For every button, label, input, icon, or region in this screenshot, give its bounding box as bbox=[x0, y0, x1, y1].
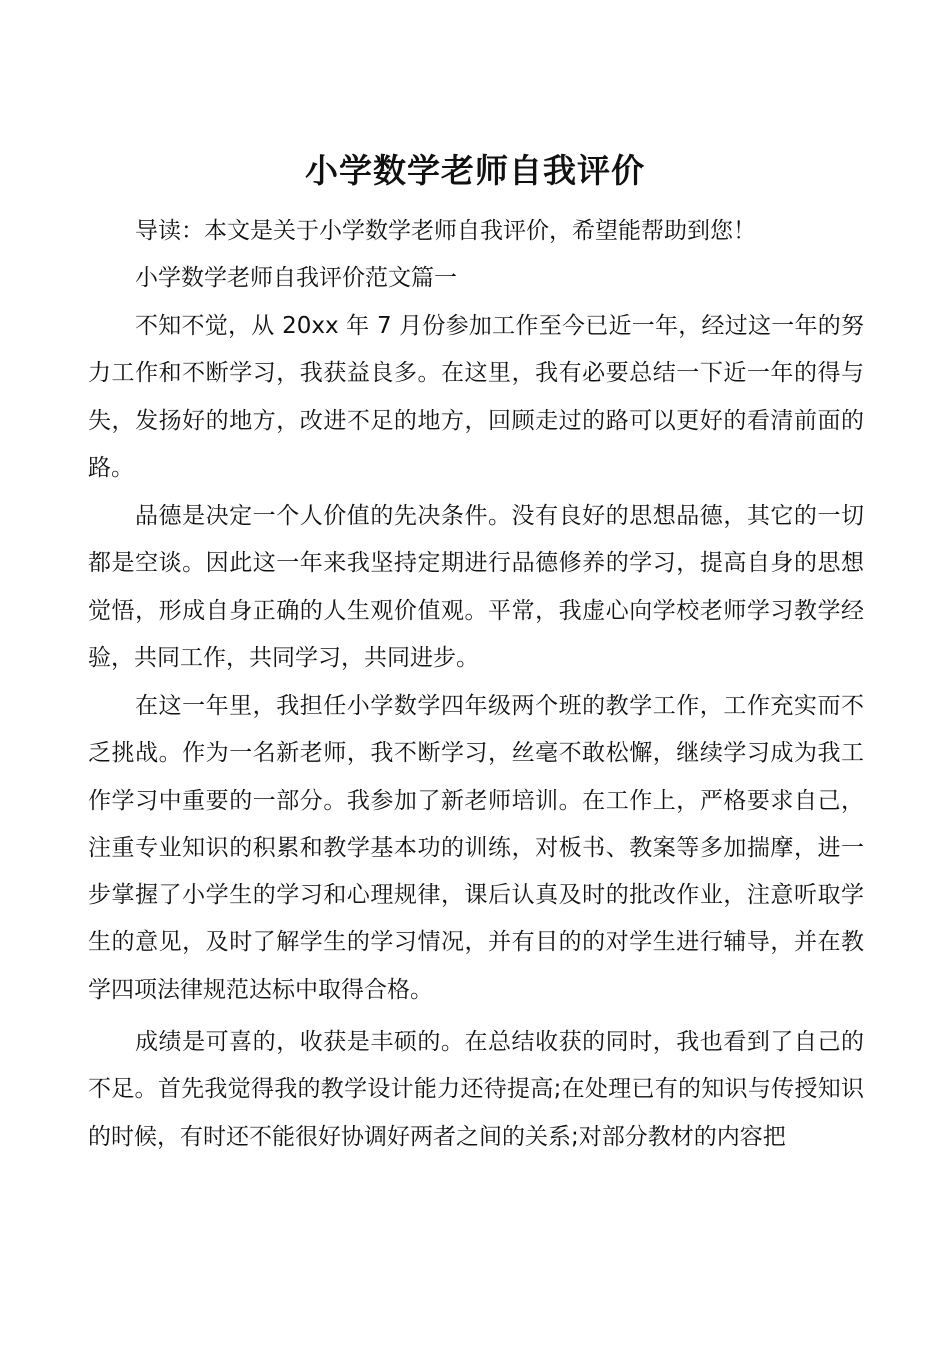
body-paragraph: 品德是决定一个人价值的先决条件。没有良好的思想品德，其它的一切都是空谈。因此这一年来我坚持定期进行品德修养的学习，提高自身的思想觉悟，形成自身正确的人生观价值观。平常，我虚心向学校老师学习教学经验，共同工作，共同学习，共同进步。 bbox=[88, 503, 864, 671]
body-paragraph: 不知不觉，从 20xx 年 7 月份参加工作至今已近一年，经过这一年的努力工作和不断学习，我获益良多。在这里，我有必要总结一下近一年的得与失，发扬好的地方，改进不足的地方，回顾走过的路可以更好的看清前面的路。 bbox=[88, 313, 864, 481]
body-paragraph: 在这一年里，我担任小学数学四年级两个班的教学工作，工作充实而不乏挑战。作为一名新老师，我不断学习，丝毫不敢松懈，继续学习成为我工作学习中重要的一部分。我参加了新老师培训。在工作上，严格要求自己，注重专业知识的积累和教学基本功的训练，对板书、教案等多加揣摩，进一步掌握了小学生的学习和心理规律，课后认真及时的批改作业，注意听取学生的意见，及时了解学生的学习情况，并有目的的对学生进行辅导，并在教学四项法律规范达标中取得合格。 bbox=[88, 693, 864, 1003]
section-heading: 小学数学老师自我评价范文篇一 bbox=[135, 265, 457, 291]
body-paragraph: 成绩是可喜的，收获是丰硕的。在总结收获的同时，我也看到了自己的不足。首先我觉得我的教学设计能力还待提高;在处理已有的知识与传授知识的时候，有时还不能很好协调好两者之间的关系;对部分教材的内容把 bbox=[88, 1029, 864, 1150]
document-title: 小学数学老师自我评价 bbox=[305, 151, 645, 190]
intro-paragraph: 导读：本文是关于小学数学老师自我评价，希望能帮助到您！ bbox=[135, 218, 756, 244]
